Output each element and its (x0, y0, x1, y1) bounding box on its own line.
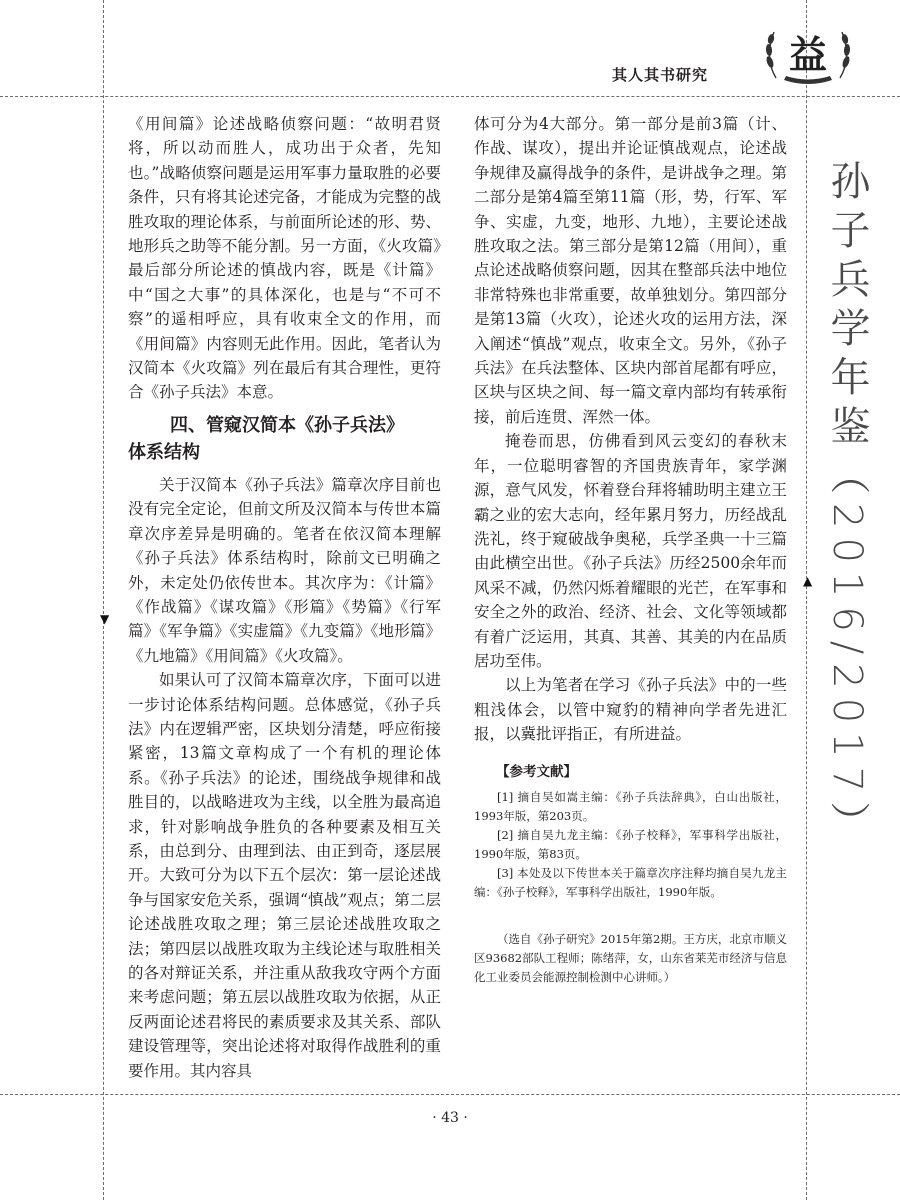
right-column (474, 112, 787, 987)
references-heading: 【参考文献】 (496, 763, 577, 780)
left-paragraph-3: 如果认可了汉简本篇章次序，下面可以进一步讨论体系结构问题。总体感觉，《孙子兵法》内在逻辑严密，区块划分清楚，呼应衔接紧密，13篇文章构成了一个有机的理论体系。《孙子兵法》的论述，围绕战争规律和战胜目的，以战略进攻为主线，以全胜为最高追求，针对影响战争胜负的各种要素及相互关系，由总到分、由理到法、由正到奇，逐层展开。大致可分为以下五个层次：第一层论述战争与国家安危关系，强调“慎战”观点；第二层论述战胜攻取之理；第三层论述战胜攻取之法；第四层以战胜攻取为主线论述与取胜相关的各对辩证关系，并注重从敌我攻守两个方面来考虑问题；第五层以战胜攻取为依据，从正反两面论述君将民的素质要求及其关系、部队建设管理等，突出论述将对取得作战胜利的重要作用。其内容具 (128, 671, 441, 1080)
left-dashed-line (103, 0, 104, 1200)
page-number: · 43 · (432, 1110, 468, 1126)
source-note: （选自《孙子研究》2015年第2期。王方庆，北京市顺义区93682部队工程师；陈绪萍，女，山东省莱芜市经济与信息化工业委员会能源控制检测中心讲师。） (474, 931, 787, 984)
section-heading (128, 412, 441, 466)
side-title: 孙子兵学年鉴（2016/2017） (824, 160, 870, 851)
right-dashed-line (806, 0, 807, 1200)
up-arrow-icon: ▲ (803, 574, 813, 588)
right-paragraph-3: 以上为笔者在学习《孙子兵法》中的一些粗浅体会，以管中窥豹的精神向学者先进汇报，以冀批评指正，有所进益。 (474, 676, 787, 744)
bottom-dashed-line (0, 1094, 900, 1095)
reference-item: [3] 本处及以下传世本关于篇章次序注释均摘自吴九龙主编：《孙子校释》，军事科学出版社，1990年版。 (474, 865, 787, 899)
logo-glyph: 益 (788, 32, 828, 77)
right-paragraph-1: 体可分为4大部分。第一部分是前3篇（计、作战、谋攻），提出并论证慎战观点，论述战争规律及赢得战争的条件，是讲战争之理。第二部分是第4篇至第11篇（形，势，行军、军争、实虚，九变，地形、九地），主要论述战胜攻取之法。第三部分是第12篇（用间），重点论述战略侦察问题，因其在整部兵法中地位非常特殊也非常重要，故单独划分。第四部分是第13篇（火攻），论述火攻的运用方法，深入阐述“慎战”观点，收束全文。另外，《孙子兵法》在兵法整体、区块内部首尾都有呼应，区块与区块之间、每一篇文章内部均有转承衔接，前后连贯、浑然一体。 (474, 115, 787, 426)
running-title: 其人其书研究 (612, 66, 709, 84)
yearbook-logo (762, 18, 854, 88)
left-column (128, 112, 441, 1083)
left-paragraph-2: 关于汉简本《孙子兵法》篇章次序目前也没有完全定论，但前文所及汉简本与传世本篇章次序差异是明确的。笔者在依汉简本理解《孙子兵法》体系结构时，除前文已明确之外，未定处仍依传世本。其次序为：《计篇》《作战篇》《谋攻篇》《形篇》《势篇》《行军篇》《军争篇》《实虚篇》《九变篇》《地形篇》《九地篇》《用间篇》《火攻篇》。 (128, 475, 441, 665)
reference-item: [1] 摘自吴如嵩主编：《孙子兵法辞典》，白山出版社，1993年版，第203页。 (474, 789, 787, 823)
left-paragraph-1: 《用间篇》论述战略侦察问题：“故明君贤将，所以动而胜人，成功出于众者，先知也。”战略侦察问题是运用军事力量取胜的必要条件，只有将其论述完备，才能成为完整的战胜攻取的理论体系，与前面所论述的形、势、地形兵之助等不能分割。另一方面，《火攻篇》最后部分所论述的慎战内容，既是《计篇》中“国之大事”的具体深化，也是与“不可不察”的遥相呼应，具有收束全文的作用，而《用间篇》内容则无此作用。因此，笔者认为汉简本《火攻篇》列在最后有其合理性，更符合《孙子兵法》本意。 (128, 115, 441, 402)
down-arrow-icon: ▼ (100, 612, 110, 626)
section-heading-line-1: 四、管窥汉简本《孙子兵法》 (170, 414, 404, 436)
section-heading-line-2: 体系结构 (128, 441, 200, 463)
right-paragraph-2: 掩卷而思，仿佛看到风云变幻的春秋末年，一位聪明睿智的齐国贵族青年，家学渊源，意气风发，怀着登台拜将辅助明主建立王霸之业的宏大志向，经年累月努力，历经战乱洗礼，终于窥破战争奥秘，兵学圣典一十三篇由此横空出世。《孙子兵法》历经2500余年而风采不减，仍然闪烁着耀眼的光芒，在军事和安全之外的政治、经济、社会、文化等领域都有着广泛运用，其真、其善、其美的内在品质居功至伟。 (474, 432, 787, 670)
references (474, 763, 787, 902)
reference-item: [2] 摘自吴九龙主编：《孙子校释》，军事科学出版社，1990年版，第83页。 (474, 827, 787, 861)
top-dashed-line (0, 96, 900, 97)
